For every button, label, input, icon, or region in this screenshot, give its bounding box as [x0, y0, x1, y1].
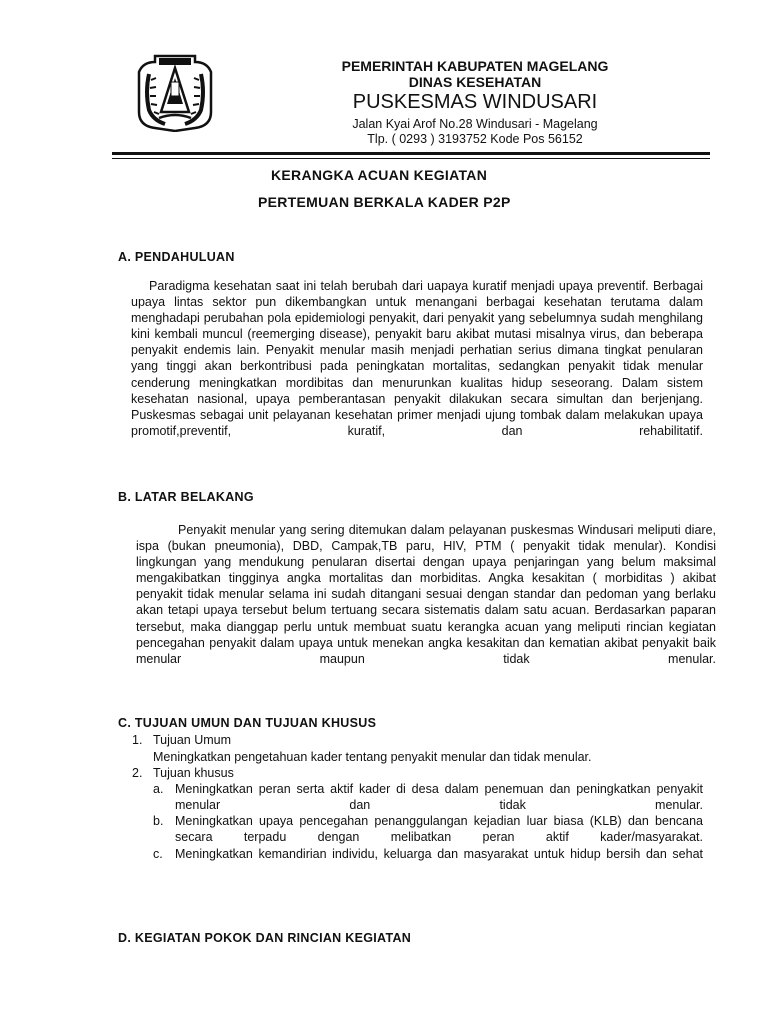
- sub-list-marker: b.: [153, 814, 164, 828]
- sub-list-marker: c.: [153, 847, 163, 861]
- specific-objective-label: Tujuan khusus: [153, 766, 234, 780]
- section-a-heading: A. PENDAHULUAN: [118, 250, 235, 264]
- seal-icon: [135, 52, 215, 132]
- sub-list-marker: a.: [153, 782, 164, 796]
- header-divider-thick: [112, 152, 710, 155]
- list-marker: 1.: [132, 733, 143, 747]
- section-c-heading: C. TUJUAN UMUN DAN TUJUAN KHUSUS: [118, 716, 377, 730]
- section-b-body: Penyakit menular yang sering ditemukan dalam pelayanan puskesmas Windusari meliputi diare, ispa (bukan pneumonia), DBD, Campak,TB paru, HIV, PTM ( penyakit tidak menular). Kondisi lingkungan yang mendukung penularan disertai dengan upaya penjaringan yang belum maksimal mengakibatkan tingginya angka mortalitas dan morbiditas. Angka kesakitan ( morbiditas ) akibat penyakit tidak menular selama ini sudah ditangani sesuai dengan standar dan pedoman yang berlaku akan tetapi upaya tersebut belum tertuang secara sistematis dalam satu acuan. Berdasarkan paparan tersebut, maka dianggap perlu untuk membuat suatu kerangka acuan yang meliputi rincian kegiatan pencegahan penyakit dalam upaya untuk menekan angka kesakitan dan kematian akibat penyakit baik menular maupun tidak menular.: [136, 523, 716, 666]
- section-a-body: Paradigma kesehatan saat ini telah berubah dari uapaya kuratif menjadi upaya preventif. Berbagai upaya lintas sektor pun dikembangkan untuk menangani berbagai kesehatan terutama dalam menghadapi perubahan pola epidemiologi penyakit, dari penyakit yang sebelumnya sudah menghilang kini kembali muncul (reemerging disease), penyakit baru akibat mutasi misalnya virus, dan beberapa penyakit endemis lain. Penyakit menular masih menjadi perhatian serius dimana tingkat penularan yang tinggi akan berkontribusi pada peningkatan mortalitas, sedangkan penyakit tidak menular cenderung meningkatkan mordibitas dan menurunkan kualitas hidup seseorang. Dalam sistem kesehatan nasional, upaya pemberantasan penyakit dilakukan secara simultan dan berjenjang. Puskesmas sebagai unit pelayanan kesehatan primer menjadi ujung tombak dalam melakukan upaya promotif,preventif, kuratif, dan rehabilitatif.: [131, 279, 703, 438]
- list-marker: 2.: [132, 766, 143, 780]
- header-institution: PUSKESMAS WINDUSARI: [352, 91, 598, 114]
- header-divider-thin: [112, 158, 710, 159]
- section-d-heading: D. KEGIATAN POKOK DAN RINCIAN KEGIATAN: [118, 931, 412, 945]
- specific-objective-c: Meningkatkan kemandirian individu, keluarga dan masyarakat untuk hidup bersih dan sehat: [175, 847, 703, 861]
- specific-objective-b: Meningkatkan upaya pencegahan penanggulangan kejadian luar biasa (KLB) dan bencana secara terpadu dengan melibatkan peran aktif kader/masyarakat.: [175, 814, 703, 845]
- section-b-heading: B. LATAR BELAKANG: [118, 490, 254, 504]
- header-phone: Tlp. ( 0293 ) 3193752 Kode Pos 56152: [367, 131, 583, 146]
- kabupaten-magelang-logo: [135, 52, 215, 132]
- header-government: PEMERINTAH KABUPATEN MAGELANG: [341, 58, 609, 74]
- header-address: Jalan Kyai Arof No.28 Windusari - Magelang: [352, 117, 598, 132]
- specific-objective-a: Meningkatkan peran serta aktif kader di desa dalam penemuan dan peningkatkan penyakit menular dan tidak menular.: [175, 782, 703, 813]
- document-subtitle: PERTEMUAN BERKALA KADER P2P: [258, 194, 511, 210]
- general-objective-text: Meningkatkan pengetahuan kader tentang penyakit menular dan tidak menular.: [153, 750, 592, 764]
- header-department: DINAS KESEHATAN: [408, 74, 542, 91]
- general-objective-label: Tujuan Umum: [153, 733, 232, 747]
- document-title: KERANGKA ACUAN KEGIATAN: [271, 167, 488, 183]
- letterhead: [295, 58, 655, 146]
